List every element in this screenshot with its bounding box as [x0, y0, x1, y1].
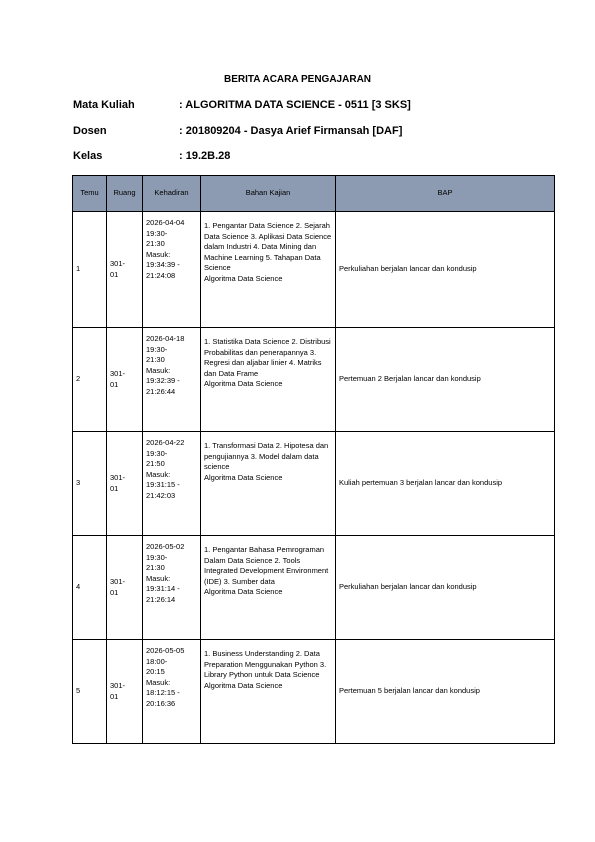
header-bahan-kajian: Bahan Kajian: [201, 176, 336, 212]
cell-ruang: 301- 01: [107, 328, 143, 432]
bahan-text: 1. Transformasi Data 2. Hipotesa dan pengujiannya 3. Model dalam data science: [204, 441, 329, 471]
table-row: [73, 328, 555, 432]
table-row: [73, 432, 555, 536]
cell-bahan-kajian: [201, 536, 336, 640]
cell-temu: 5: [73, 640, 107, 744]
cell-ruang: 301- 01: [107, 212, 143, 328]
info-value: : ALGORITMA DATA SCIENCE - 0511 [3 SKS]: [179, 99, 411, 111]
cell-temu: 2: [73, 328, 107, 432]
cell-kehadiran: 2026-04-18 19:30- 21:30 Masuk: 19:32:39 - 21:26:44: [143, 328, 201, 432]
info-value: : 19.2B.28: [179, 150, 231, 162]
cell-kehadiran: 2026-04-04 19:30- 21:30 Masuk: 19:34:39 - 21:24:08: [143, 212, 201, 328]
cell-temu: 3: [73, 432, 107, 536]
bahan-subtext: Algoritma Data Science: [204, 680, 283, 690]
table-row: [73, 536, 555, 640]
table-header-row: [73, 176, 555, 212]
info-mata-kuliah: [73, 99, 411, 111]
cell-bap: Pertemuan 2 Berjalan lancar dan kondusip: [336, 328, 555, 432]
cell-bahan-kajian: [201, 640, 336, 744]
cell-bahan-kajian: [201, 212, 336, 328]
info-dosen: [73, 125, 402, 137]
table-row: [73, 212, 555, 328]
bahan-subtext: Algoritma Data Science: [204, 472, 283, 482]
cell-temu: 4: [73, 536, 107, 640]
bahan-text: 1. Pengantar Bahasa Pemrograman Dalam Data Science 2. Tools Integrated Development Environment (IDE) 3. Sumber data: [204, 545, 329, 586]
cell-bap: Perkuliahan berjalan lancar dan kondusip: [336, 212, 555, 328]
cell-bap: Pertemuan 5 berjalan lancar dan kondusip: [336, 640, 555, 744]
cell-temu: 1: [73, 212, 107, 328]
bahan-subtext: Algoritma Data Science: [204, 379, 283, 388]
bap-table: [72, 175, 555, 744]
bahan-subtext: Algoritma Data Science: [204, 587, 283, 596]
cell-bahan-kajian: [201, 432, 336, 536]
header-kehadiran: Kehadiran: [143, 176, 201, 212]
bahan-text: 1. Statistika Data Science 2. Distribusi Probabilitas dan penerapannya 3. Regresi dan aljabar linier 4. Matriks dan Data Frame: [204, 337, 331, 378]
cell-ruang: 301- 01: [107, 640, 143, 744]
header-ruang: Ruang: [107, 176, 143, 212]
cell-kehadiran: 2026-05-02 19:30- 21:30 Masuk: 19:31:14 - 21:26:14: [143, 536, 201, 640]
cell-ruang: 301- 01: [107, 432, 143, 536]
cell-bap: Perkuliahan berjalan lancar dan kondusip: [336, 536, 555, 640]
info-kelas: [73, 150, 230, 162]
info-label: Mata Kuliah: [73, 99, 135, 111]
header-temu: Temu: [73, 176, 107, 212]
cell-bahan-kajian: [201, 328, 336, 432]
document-title: BERITA ACARA PENGAJARAN: [223, 74, 372, 85]
info-value: : 201809204 - Dasya Arief Firmansah [DAF]: [179, 125, 403, 137]
bahan-text: 1. Pengantar Data Science 2. Sejarah Data Science 3. Aplikasi Data Science dalam Industri 4. Data Mining dan Machine Learning 5. Tahapan Data Science: [204, 221, 332, 272]
bahan-subtext: Algoritma Data Science: [204, 273, 283, 283]
info-label: Kelas: [73, 150, 103, 162]
cell-kehadiran: 2026-04-22 19:30- 21:50 Masuk: 19:31:15 - 21:42:03: [143, 432, 201, 536]
cell-bap: Kuliah pertemuan 3 berjalan lancar dan kondusip: [336, 432, 555, 536]
cell-kehadiran: 2026-05-05 18:00- 20:15 Masuk: 18:12:15 - 20:16:36: [143, 640, 201, 744]
info-label: Dosen: [73, 125, 107, 137]
header-bap: BAP: [336, 176, 555, 212]
bahan-text: 1. Business Understanding 2. Data Preparation Menggunakan Python 3. Library Python untuk Data Science: [204, 649, 327, 679]
cell-ruang: 301- 01: [107, 536, 143, 640]
table-row: [73, 640, 555, 744]
